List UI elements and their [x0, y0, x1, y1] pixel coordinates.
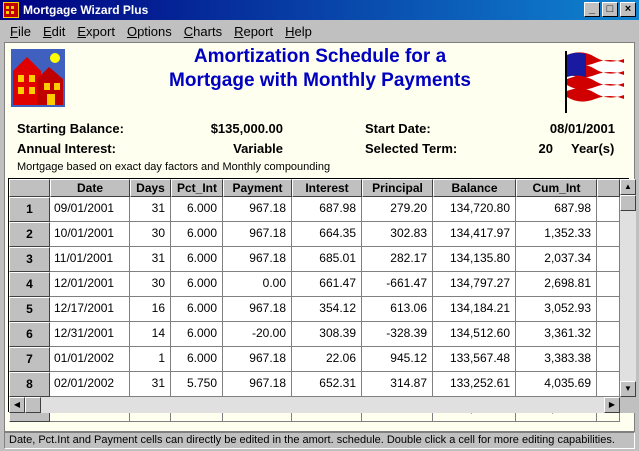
cell-interest[interactable]: 661.47 [292, 272, 362, 297]
cell-days[interactable]: 1 [130, 347, 171, 372]
cell-cum-int[interactable]: 3,383.38 [516, 347, 597, 372]
cell-interest[interactable]: 685.01 [292, 247, 362, 272]
cell-days[interactable]: 31 [130, 372, 171, 397]
cell-payment[interactable]: 967.18 [223, 372, 292, 397]
cell-principal[interactable]: 945.12 [362, 347, 433, 372]
cell-balance[interactable]: 133,567.48 [433, 347, 516, 372]
cell-cum-int[interactable]: 1,352.33 [516, 222, 597, 247]
menu-help[interactable]: Help [285, 23, 312, 39]
row-header[interactable]: 3 [9, 247, 50, 272]
cell-interest[interactable]: 687.98 [292, 197, 362, 222]
column-header-empty [597, 179, 620, 197]
cell-principal[interactable]: 282.17 [362, 247, 433, 272]
scroll-up-icon[interactable]: ▲ [620, 179, 636, 195]
american-flag-icon [562, 49, 628, 113]
cell-pct-int[interactable]: 5.750 [171, 372, 223, 397]
cell-payment[interactable]: 0.00 [223, 272, 292, 297]
cell-balance[interactable]: 134,720.80 [433, 197, 516, 222]
vertical-scroll-thumb[interactable] [620, 195, 636, 211]
cell-days[interactable]: 30 [130, 272, 171, 297]
row-header[interactable]: 4 [9, 272, 50, 297]
menu-charts[interactable]: Charts [183, 23, 223, 39]
cell-payment[interactable]: 967.18 [223, 247, 292, 272]
cell-balance[interactable]: 134,512.60 [433, 322, 516, 347]
house-logo-icon [11, 49, 65, 107]
cell-payment[interactable]: 967.18 [223, 347, 292, 372]
close-button[interactable]: × [620, 2, 636, 17]
cell-pct-int[interactable]: 6.000 [171, 272, 223, 297]
cell-empty[interactable] [597, 372, 620, 397]
row-header[interactable]: 7 [9, 347, 50, 372]
cell-cum-int[interactable]: 2,037.34 [516, 247, 597, 272]
cell-balance[interactable]: 134,184.21 [433, 297, 516, 322]
title-bar [0, 0, 639, 20]
cell-days[interactable]: 16 [130, 297, 171, 322]
menu-options[interactable]: Options [126, 23, 172, 39]
cell-date[interactable]: 02/01/2002 [50, 372, 130, 397]
horizontal-scroll-thumb[interactable] [25, 397, 41, 413]
page-title-line2: Mortgage with Monthly Payments [169, 70, 471, 91]
cell-balance[interactable]: 134,417.97 [433, 222, 516, 247]
cell-principal[interactable]: -328.39 [362, 322, 433, 347]
window-title: Mortgage Wizard Plus [23, 3, 149, 17]
cell-principal[interactable]: 279.20 [362, 197, 433, 222]
column-header-interest[interactable]: Interest [292, 179, 362, 197]
cell-cum-int[interactable]: 3,052.93 [516, 297, 597, 322]
cell-date[interactable]: 12/31/2001 [50, 322, 130, 347]
cell-payment[interactable]: 967.18 [223, 197, 292, 222]
cell-empty[interactable] [597, 297, 620, 322]
minimize-button[interactable]: _ [584, 2, 600, 17]
cell-principal[interactable]: -661.47 [362, 272, 433, 297]
cell-principal[interactable]: 613.06 [362, 297, 433, 322]
cell-empty[interactable] [597, 272, 620, 297]
cell-date[interactable]: 12/01/2001 [50, 272, 130, 297]
cell-interest[interactable]: 354.12 [292, 297, 362, 322]
cell-empty[interactable] [597, 247, 620, 272]
cell-cum-int[interactable]: 4,035.69 [516, 372, 597, 397]
cell-cum-int[interactable]: 3,361.32 [516, 322, 597, 347]
cell-days[interactable]: 31 [130, 197, 171, 222]
cell-payment[interactable]: 967.18 [223, 222, 292, 247]
selected-term-value: 20 [538, 141, 553, 156]
grid-corner-header [9, 179, 50, 197]
menu-edit[interactable]: Edit [42, 23, 66, 39]
cell-principal[interactable]: 302.83 [362, 222, 433, 247]
start-date-label: Start Date: [365, 121, 431, 136]
amortization-grid[interactable] [8, 178, 632, 412]
starting-balance-label: Starting Balance: [17, 121, 124, 136]
menu-export[interactable]: Export [77, 23, 115, 39]
cell-principal[interactable]: 314.87 [362, 372, 433, 397]
cell-days[interactable]: 31 [130, 247, 171, 272]
column-header-date[interactable]: Date [50, 179, 130, 197]
vertical-scrollbar[interactable] [620, 179, 636, 397]
annual-interest-label: Annual Interest: [17, 141, 116, 156]
cell-date[interactable]: 09/01/2001 [50, 197, 130, 222]
page-title-line1: Amortization Schedule for a [193, 46, 447, 67]
row-header[interactable]: 8 [9, 372, 50, 397]
row-header[interactable]: 6 [9, 322, 50, 347]
cell-interest[interactable]: 664.35 [292, 222, 362, 247]
column-header-days[interactable]: Days [130, 179, 171, 197]
column-header-pct-int[interactable]: Pct_Int [171, 179, 223, 197]
cell-empty[interactable] [597, 197, 620, 222]
main-panel [4, 42, 635, 432]
cell-empty[interactable] [597, 222, 620, 247]
cell-pct-int[interactable]: 6.000 [171, 197, 223, 222]
cell-date[interactable]: 11/01/2001 [50, 247, 130, 272]
row-header[interactable]: 1 [9, 197, 50, 222]
cell-empty[interactable] [597, 347, 620, 372]
cell-date[interactable]: 01/01/2002 [50, 347, 130, 372]
cell-pct-int[interactable]: 6.000 [171, 222, 223, 247]
cell-pct-int[interactable]: 6.000 [171, 247, 223, 272]
cell-cum-int[interactable]: 687.98 [516, 197, 597, 222]
selected-term-label: Selected Term: [365, 141, 458, 156]
maximize-button[interactable]: □ [602, 2, 618, 17]
start-date-value: 08/01/2001 [549, 121, 615, 136]
cell-interest[interactable]: 22.06 [292, 347, 362, 372]
cell-interest[interactable]: 652.31 [292, 372, 362, 397]
column-header-payment[interactable]: Payment [223, 179, 292, 197]
cell-pct-int[interactable]: 6.000 [171, 322, 223, 347]
selected-term-unit: Year(s) [571, 141, 615, 156]
cell-pct-int[interactable]: 6.000 [171, 347, 223, 372]
cell-date[interactable]: 10/01/2001 [50, 222, 130, 247]
scroll-left-icon[interactable]: ◀ [9, 397, 25, 413]
menu-bar [0, 21, 639, 41]
cell-payment[interactable]: -20.00 [223, 322, 292, 347]
cell-balance[interactable]: 134,797.27 [433, 272, 516, 297]
horizontal-scrollbar[interactable] [9, 397, 620, 413]
starting-balance-value: $135,000.00 [210, 121, 283, 136]
menu-file[interactable]: File [10, 23, 31, 39]
cell-balance[interactable]: 133,252.61 [433, 372, 516, 397]
scroll-right-icon[interactable]: ▶ [604, 397, 620, 413]
status-bar: Date, Pct.Int and Payment cells can directly be edited in the amort. schedule. Double click a cell for more editing capabilities. [4, 432, 635, 449]
cell-empty[interactable] [597, 322, 620, 347]
cell-days[interactable]: 30 [130, 222, 171, 247]
column-header-principal[interactable]: Principal [362, 179, 433, 197]
compounding-note: Mortgage based on exact day factors and Monthly compounding [17, 161, 331, 173]
cell-pct-int[interactable]: 6.000 [171, 297, 223, 322]
scrollbar-corner [620, 397, 636, 413]
row-header[interactable]: 2 [9, 222, 50, 247]
cell-days[interactable]: 14 [130, 322, 171, 347]
annual-interest-value: Variable [233, 141, 283, 156]
cell-balance[interactable]: 134,135.80 [433, 247, 516, 272]
row-header[interactable]: 5 [9, 297, 50, 322]
column-header-cum-int[interactable]: Cum_Int [516, 179, 597, 197]
scroll-down-icon[interactable]: ▼ [620, 381, 636, 397]
column-header-balance[interactable]: Balance [433, 179, 516, 197]
cell-cum-int[interactable]: 2,698.81 [516, 272, 597, 297]
app-icon[interactable] [3, 2, 19, 18]
cell-interest[interactable]: 308.39 [292, 322, 362, 347]
cell-payment[interactable]: 967.18 [223, 297, 292, 322]
menu-report[interactable]: Report [234, 23, 274, 39]
cell-date[interactable]: 12/17/2001 [50, 297, 130, 322]
